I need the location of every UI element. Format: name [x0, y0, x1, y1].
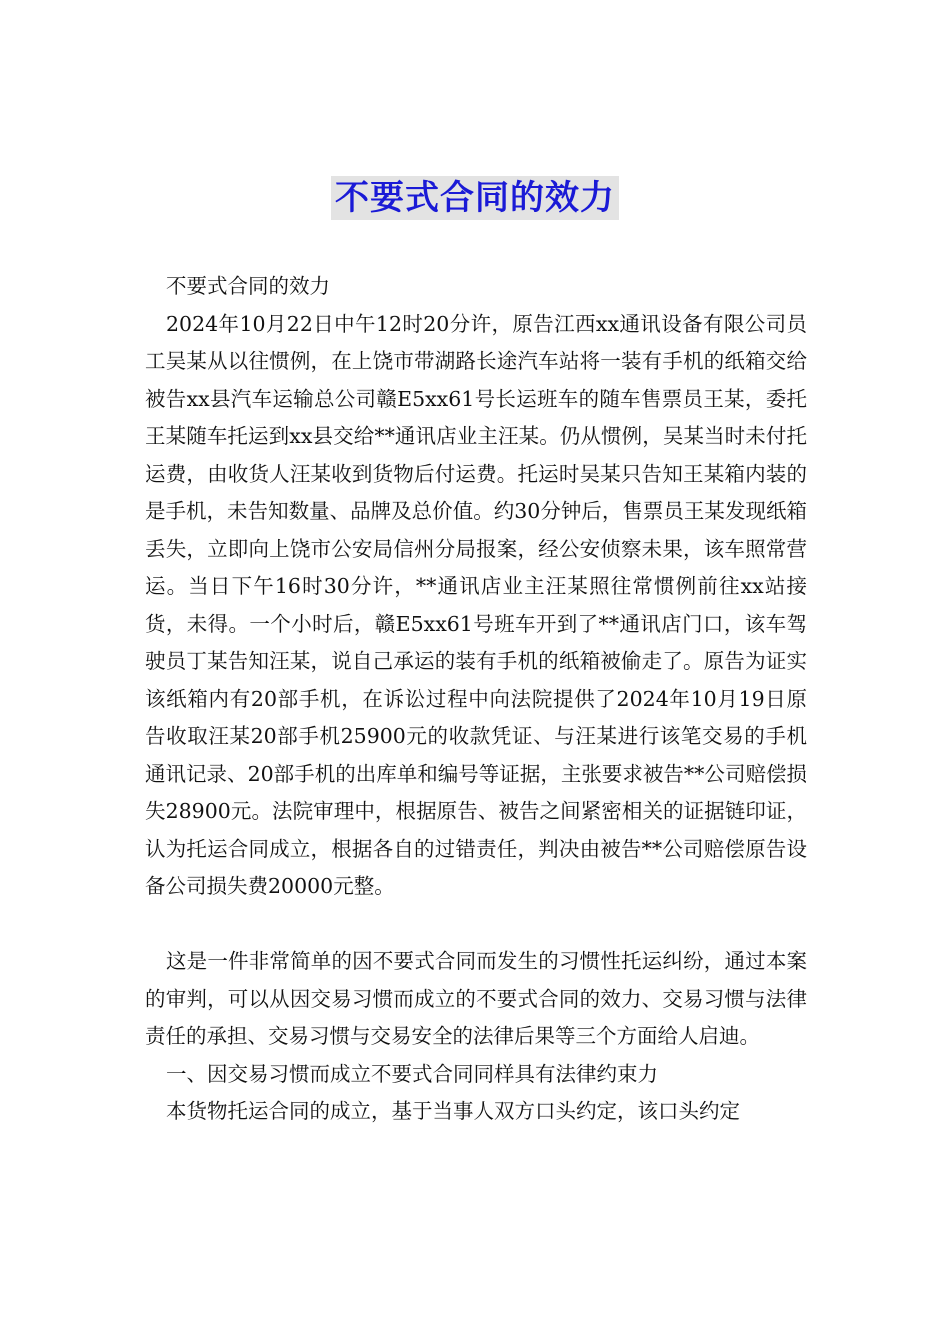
analysis-intro-paragraph: 这是一件非常简单的因不要式合同而发生的习惯性托运纠纷，通过本案的审判，可以从因交易习惯而成立的不要式合同的效力、交易习惯与法律责任的承担、交易习惯与交易安全的法律后果等三个方面给人启迪。	[145, 949, 807, 1048]
document-body	[145, 268, 807, 1131]
case-facts-paragraph: 2024年10月22日中午12时20分许，原告江西xx通讯设备有限公司员工吴某从以往惯例，在上饶市带湖路长途汽车站将一装有手机的纸箱交给被告xx县汽车运输总公司赣E5xx61号长运班车的随车售票员王某，委托王某随车托运到xx县交给**通讯店业主汪某。仍从惯例，吴某当时未付托运费，由收货人汪某收到货物后付运费。托运时吴某只告知王某箱内装的是手机，未告知数量、品牌及总价值。约30分钟后，售票员王某发现纸箱丢失，立即向上饶市公安局信州分局报案，经公安侦察未果，该车照常营运。当日下午16时30分许，**通讯店业主汪某照往常惯例前往xx站接货，未得。一个小时后，赣E5xx61号班车开到了**通讯店门口，该车驾驶员丁某告知汪某，说自己承运的装有手机的纸箱被偷走了。原告为证实该纸箱内有20部手机，在诉讼过程中向法院提供了2024年10月19日原告收取汪某20部手机25900元的收款凭证、与汪某进行该笔交易的手机通讯记录、20部手机的出库单和编号等证据，主张要求被告**公司赔偿损失28900元。法院审理中，根据原告、被告之间紧密相关的证据链印证，认为托运合同成立，根据各自的过错责任，判决由被告**公司赔偿原告设备公司损失费20000元整。	[145, 311, 807, 898]
document-title: 不要式合同的效力	[331, 176, 619, 220]
subtitle-paragraph: 不要式合同的效力	[166, 274, 330, 298]
paragraph-spacer	[145, 906, 807, 944]
title-container	[0, 176, 950, 220]
section-heading-1: 一、因交易习惯而成立不要式合同同样具有法律约束力	[166, 1061, 658, 1086]
section-1-paragraph: 本货物托运合同的成立，基于当事人双方口头约定，该口头约定	[166, 1099, 740, 1123]
